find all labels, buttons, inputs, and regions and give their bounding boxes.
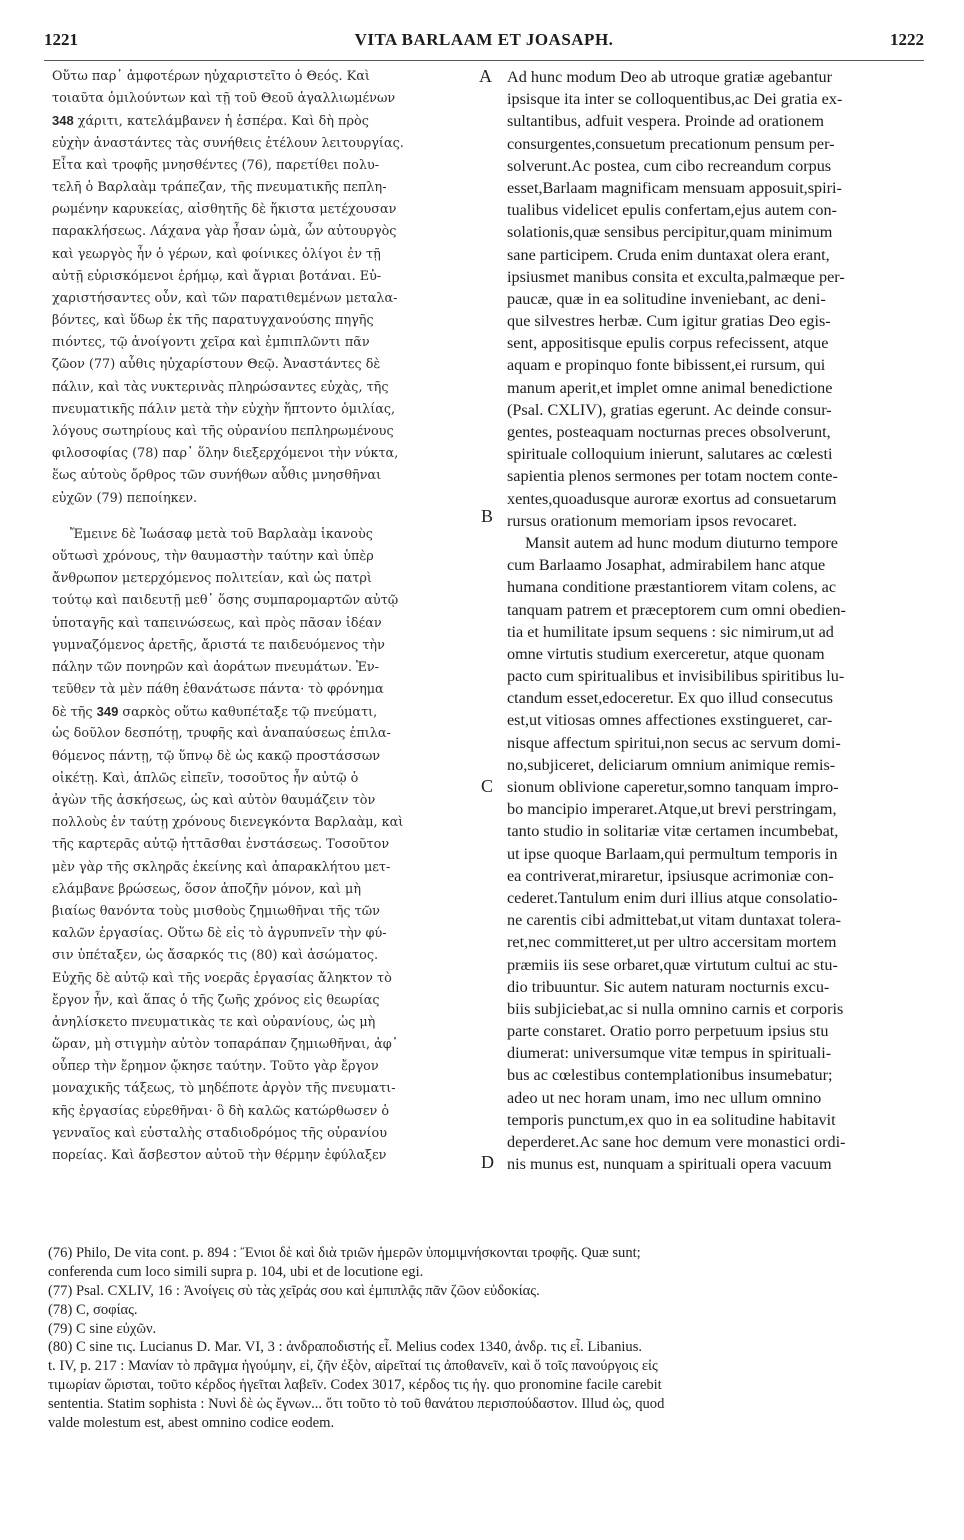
latin-line: bus ac cœlestibus contemplationibus insumebatur; [507,1066,833,1085]
latin-line: sultantibus, adfuit vespera. Proinde ad orationem [507,112,824,131]
latin-line: sionum oblivione caperetur,somno tanquam impro- [507,778,839,796]
greek-line: ὑποταγῆς καὶ ταπεινώσεως, καὶ πρὸς πᾶσαν ἰδέαν [52,615,382,631]
latin-line: tia et humilitate ipsum sequens : sic nimirum,ut ad [507,622,834,641]
greek-line: τούτῳ καὶ παιδευτῇ μεθ᾽ ὅσης συμπαρομαρτῶν αὐτῷ [52,593,399,609]
greek-line: θόμενος πάντῃ, τῷ ὕπνῳ δὲ ὡς κακῷ προστάσσων [52,748,381,764]
latin-line: sapientia plenos sermones per totam noctem conte- [507,467,838,486]
greek-line: ελάμβανε βρώσεως, ὅσον ἀποζῆν μόνον, καὶ μὴ [52,881,361,897]
latin-line: sent, appositisque epulis corpus refecissent, atque [507,334,829,353]
latin-line: manum aperit,et implet omne animal benedictione [507,378,833,397]
sheet-number-marker: 348 [52,113,74,129]
greek-line: πνευματικῆς πάλιν μετὰ τὴν εὐχὴν ἥπτοντο ὁμιλίας, [52,401,396,417]
greek-line: εὐχῶν (79) πεποίηκεν. [52,490,198,506]
latin-line: solationis,quæ sensibus percipitur,quam minimum [507,223,833,242]
latin-line: rursus orationum memoriam ipsos revocaret. [507,511,797,530]
greek-line: ἔργον ἦν, καὶ ἅπας ὁ τῆς ζωῆς χρόνος εἰς θεωρίας [52,992,380,1008]
latin-line: que silvestres herbæ. Cum igitur gratias Deo egis- [507,312,831,331]
greek-line: σιν ὑπέταξεν, ὡς ἄσαρκός τις (80) καὶ ἀσώματος. [52,948,379,964]
latin-line: pacto cum spiritualibus et invisibilibus spiritibus lu- [507,667,845,686]
latin-line: ipsisque ita inter se colloquentibus,ac Dei gratia ex- [507,90,843,109]
footnote-line: (80) C sine τις. Lucianus D. Mar. VI, 3 : ἀνδραποδιστής εἶ. Melius codex 1340, ἀνδρ. τις εἶ. Libanius. [48,1339,643,1356]
latin-line: bo mancipio imperaret.Atque,ut brevi perstringam, [507,800,837,819]
margin-letter-c: C [481,776,494,796]
latin-line: cederet.Tantulum enim duri illius atque consolatio- [507,888,838,907]
greek-line: χαριστήσαντες οὖν, καὶ τῶν παρατιθεμένων μεταλα- [52,290,398,306]
latin-line: dio tribuuntur. Sic autem naturam nocturnis excu- [507,977,830,996]
greek-column [52,66,500,1167]
greek-line: 348 χάριτι, κατελάμβανεν ἡ ἑσπέρα. Καὶ δὴ πρὸς [52,113,369,130]
latin-line: diumerat: universumque vitæ tempus in spirituali- [507,1044,832,1063]
latin-line: spirituale colloquium inierunt, salutares ac cœlesti [507,445,833,464]
greek-line: αὐτῇ εὑρισκόμενοι ἐρήμῳ, καὶ ἄγριαι βοτάναι. Εὐ- [52,268,382,284]
latin-line: xentes,quoadusque auroræ exortus ad consuetarum [507,489,837,508]
footnote-line: (78) C, σοφίας. [48,1301,138,1318]
latin-line: nis munus est, nunquam a spirituali opera vacuum [507,1155,832,1174]
latin-line: gentes, posteaquam nocturnas preces obsolverunt, [507,423,831,441]
footnote-line: (79) C sine εὐχῶν. [48,1320,157,1337]
page-header [44,30,924,54]
greek-line: μοναχικῆς τάξεως, τὸ μηδέποτε ἀργὸν τῆς πνευματι- [52,1081,396,1097]
greek-line: βιαίως θανόντα τοὺς μισθοὺς ζημιωθῆναι τῆς τῶν [52,903,380,919]
footnote-rule [44,1228,920,1229]
latin-line: temporis punctum,ex quo in ea solitudine habitavit [507,1110,836,1129]
latin-line: Ad hunc modum Deo ab utroque gratiæ agebantur [507,68,833,86]
greek-line: πολλοὺς ἐν ταύτῃ χρόνους διενεγκόντα Βαρλαὰμ, καὶ [52,815,404,831]
header-rule [44,60,924,61]
latin-line: (Psal. CXLIV), gratias egerunt. Ac deinde consur- [507,400,832,419]
latin-line: ut ipse quoque Barlaam,qui permultum temporis in [507,844,838,863]
greek-line: γυμναζόμενος ἀρετῆς, ἄριστά τε παιδευόμενος τὴν [52,637,385,653]
greek-line: φιλοσοφίας (78) παρ᾽ ὅλην διεξερχόμενοι τὴν νύκτα, [52,446,399,462]
greek-line: τοιαῦτα ὁμιλούντων καὶ τῇ τοῦ Θεοῦ ἀγαλλιωμένων [52,91,396,107]
greek-line: τῆς καρτερᾶς αὐτῷ ἡττᾶσθαι ἐνστάσεως. Τοσοῦτον [52,837,390,853]
running-title: VITA BARLAAM ET JOASAPH. [354,30,614,49]
latin-line: ipsiusmet manibus consita et exculta,palmæque per- [507,267,845,286]
latin-line: parte constaret. Oratio porro perpetuum ipsius stu [507,1022,829,1041]
footnote-line: t. IV, p. 217 : Μανίαν τὸ πρᾶγμα ἡγούμην, εἰ, ζῆν ἐξὸν, αἱρεῖταί τις ἀποθανεῖν, καὶ ὅ τοῖς πανούργοις εἰς [48,1358,658,1375]
greek-line: πάλιν, καὶ τὰς νυκτερινὰς πληρώσαντες εὐχὰς, τῆς [52,379,389,395]
latin-line: no,subjiceret, deliciarum omnium animique remis- [507,755,836,774]
latin-line: esset,Barlaam magnificam mensuam apposuit,spiri- [507,178,842,197]
sheet-number-marker: 349 [96,704,119,720]
latin-line: præmiis iis sese orbaret,quæ virtutum cultui ac stu- [507,955,838,974]
greek-line: Οὕτω παρ᾽ ἀμφοτέρων ηὐχαριστεῖτο ὁ Θεός. Καὶ [52,69,370,84]
greek-line: Εὐχῆς δὲ αὐτῷ καὶ τῆς νοερᾶς ἐργασίας ἄληκτον τὸ [52,970,392,986]
greek-line: παρακλήσεως. Λάχανα γὰρ ἦσαν ὠμὰ, ὧν αὐτουργὸς [52,224,397,240]
latin-line: ctandum esset,edoceretur. Ex quo illud consecutus [507,689,833,708]
latin-line: nisque affectum spiritui,non secus ac servum domi- [507,733,841,752]
greek-line: κῆς ἐργασίας εὑρεθῆναι· ὃ δὴ καλῶς κατώρθωσεν ὁ [52,1103,390,1119]
greek-line: Εἶτα καὶ τροφῆς μνησθέντες (76), παρετίθει πολυ- [52,157,380,173]
latin-line: adeo ut nec horam unam, imo nec ullum omnino [507,1088,822,1107]
latin-line: Mansit autem ad hunc modum diuturno tempore [525,533,838,552]
greek-line: τεῦθεν τὰ μὲν πάθη ἐθανάτωσε πάντα· τὸ φρόνημα [52,682,384,698]
greek-line: ζῶον (77) αὖθις ηὐχαρίστουν Θεῷ. Ἀναστάντες δὲ [52,357,381,373]
greek-line: καλῶν ἐργασίας. Οὕτω δὲ εἰς τὸ ἀγρυπνεῖν τὴν φύ- [52,926,387,942]
latin-line: ret,nec committeret,ut per ultro accersitam mortem [507,933,837,952]
greek-line: βόντες, καὶ ὕδωρ ἐκ τῆς παρατυγχανούσης πηγῆς [52,313,374,329]
greek-line: οἰκέτῃ. Καὶ, ἁπλῶς εἰπεῖν, τοσοῦτος ἦν αὐτῷ ὁ [52,770,359,786]
footnote-line: τιμωρίαν ὥρισται, τοῦτο κέρδος ἡγεῖται λαβεῖν. Codex 3017, κέρδος τις ἡγ. quo pronomine facile carebit [48,1377,662,1394]
greek-line: λόγους σωτηρίους καὶ τῆς οὐρανίου πεπληρωμένους [52,424,394,439]
footnote-line: sententia. Statim sophista : Νυνὶ δὲ ὡς ἔγνων... ὅτι τοῦτο τὸ τοῦ θανάτου περισπούδαστον. Illud ὡς, quod [48,1396,665,1413]
greek-line: ρωμένην καρυκείας, αἰσθητῆς δὲ ἥκιστα μετέχουσαν [52,202,397,218]
margin-letter-b: B [481,506,494,526]
greek-line: ὥραν, μὴ στιγμὴν αὐτὸν τοπαράπαν ζημιωθῆναι, ἀφ᾽ [52,1037,399,1053]
latin-line: ne carentis cibi admittebat,ut vitam duntaxat tolera- [507,911,841,930]
greek-line: ὡς δοῦλον δεσπότῃ, τρυφῆς καὶ ἀναπαύσεως ἐπιλα- [52,726,391,742]
latin-line: humana conditione præstantiorem vitam colens, ac [507,578,837,597]
greek-line: δὲ τῆς 349 σαρκὸς οὕτω καθυπέταξε τῷ πνεύματι, [52,704,378,721]
footnote-line: conferenda cum loco simili supra p. 104, ubi et de locutione egi. [48,1263,424,1280]
latin-line: est,ut vitiosas omnes affectiones exstingueret, car- [507,711,833,730]
greek-line: πιόντες, τῷ ἀνοίγοντι χεῖρα καὶ ἐμπιπλῶντι πᾶν [52,335,370,351]
latin-line: sane participem. Cruda enim duntaxat olera erant, [507,245,830,264]
greek-line: Ἔμεινε δὲ Ἰωάσαφ μετὰ τοῦ Βαρλαὰμ ἱκανοὺς [70,526,373,542]
latin-line: consurgentes,consuetum precationum pensum per- [507,134,835,153]
latin-column [507,66,927,1175]
greek-line: πορείας. Καὶ ἄσβεστον αὐτοῦ τὴν θέρμην ἐφύλαξεν [52,1148,387,1163]
greek-line: ἀνηλίσκετο πνευματικὰς τε καὶ οὐρανίους, ὡς μὴ [52,1014,376,1030]
column-number-right: 1222 [890,30,924,49]
greek-line: καὶ γεωργὸς ἦν ὁ γέρων, καὶ φοίνικες ὀλίγοι ἐν τῇ [52,246,381,262]
latin-line: biis subjiciebat,ac si nulla omnino carnis et corporis [507,999,844,1018]
latin-line: ea contriverat,miraretur, ipsiusque acrimoniæ con- [507,866,834,885]
margin-letter-a: A [479,66,492,86]
latin-line: cum Barlaamo Josaphat, admirabilem hanc atque [507,556,826,575]
footnote-line: (77) Psal. CXLIV, 16 : Ἀνοίγεις σὺ τὰς χεῖράς σου καὶ ἐμπιπλᾷς πᾶν ζῶον εὐδοκίας. [48,1282,540,1299]
latin-line: deperderet.Ac sane hoc demum vere monastici ordi- [507,1133,846,1151]
greek-line: εὐχὴν ἀναστάντες τὰς συνήθεις ἐτέλουν λειτουργίας. [52,135,404,151]
latin-line: aquam e propinquo fonte bibissent,ei rursum, qui [507,356,826,375]
latin-line: paucæ, quæ in ea solitudine inveniebant, ac deni- [507,289,826,308]
margin-letter-d: D [481,1152,494,1172]
greek-line: τελῆ ὁ Βαρλαὰμ τράπεζαν, τῆς πνευματικῆς πεπλη- [52,179,387,195]
greek-line: ἄνθρωπον μετερχόμενος πολιτείαν, καὶ ὡς πατρὶ [52,571,372,587]
greek-line: πάλην τῶν πονηρῶν καὶ ἀοράτων πνευμάτων. Ἐν- [52,659,380,675]
greek-line: μὲν γὰρ τῆς σκληρᾶς ἐκείνης καὶ ἀπαρακλήτου μετ- [52,859,391,875]
greek-line: οὕτωσὶ χρόνους, τὴν θαυμαστὴν ταύτην καὶ ὑπὲρ [52,548,374,564]
latin-line: tualibus videlicet epulis confertam,ejus autem con- [507,201,837,220]
greek-line: γενναῖος καὶ εὐσταλὴς σταδιοδρόμος τῆς οὐρανίου [52,1125,388,1141]
column-number-left: 1221 [44,30,78,49]
latin-line: tanto studio in solitariæ vitæ certamen incumbebat, [507,822,839,841]
footnote-line: (76) Philo, De vita cont. p. 894 : Ἔνιοι δὲ καὶ διὰ τριῶν ἡμερῶν ὑπομιμνήσκονται τροφῆς. Quæ sunt; [48,1245,641,1261]
footnotes [48,1244,924,1433]
greek-line: οὗπερ τὴν ἔρημον ᾤκησε ταύτην. Τοῦτο γὰρ ἔργον [52,1059,379,1075]
latin-line: omne virtutis studium exerceretur, atque quonam [507,644,825,663]
latin-line: tanquam patrem et præceptorem cum omni obedien- [507,600,846,619]
latin-line: solverunt.Ac postea, cum cibo recreandum corpus [507,156,832,175]
greek-line: ἕως αὐτοὺς ὄρθρος τῶν συνήθων αὖθις μνησθῆναι [52,468,382,484]
greek-line: ἀγὼν τῆς ἀσκήσεως, ὡς καὶ αὐτὸν θαυμάζειν τὸν [52,793,376,808]
footnote-line: valde molestum est, abest omnino codice eodem. [48,1415,335,1432]
